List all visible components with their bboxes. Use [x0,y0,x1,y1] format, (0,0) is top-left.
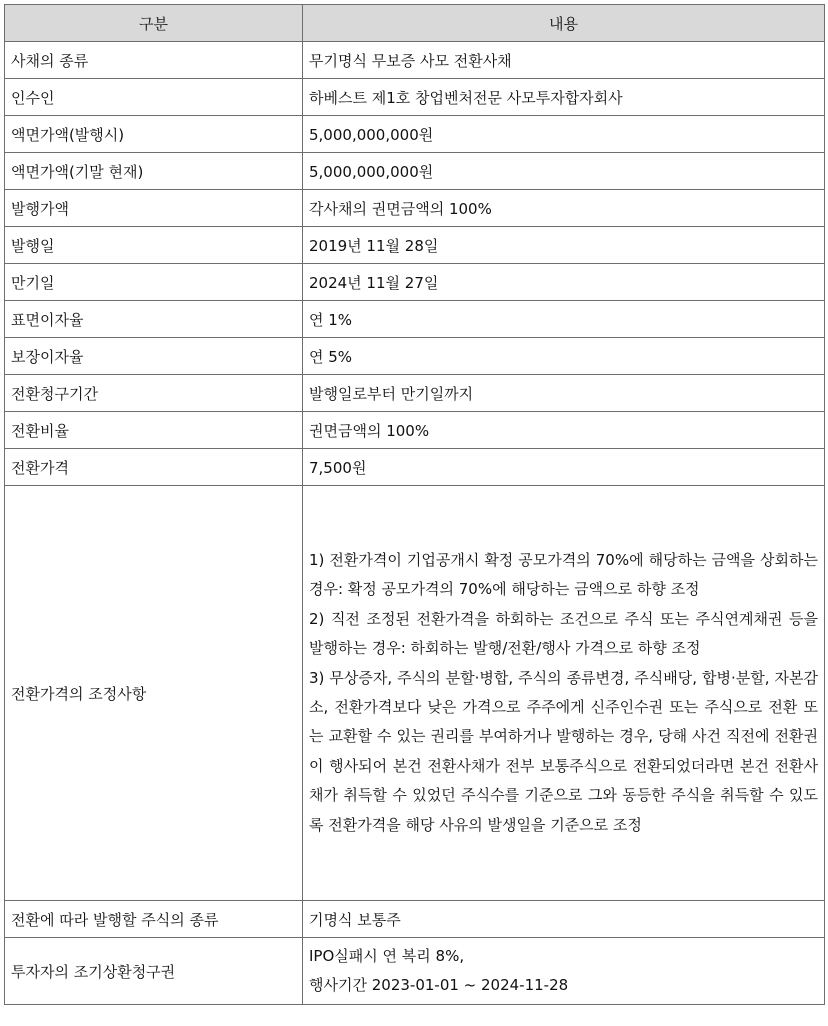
table-row [5,79,825,116]
header-category: 구분 [5,5,303,42]
table-row [5,227,825,264]
row-value: 각사채의 권면금액의 100% [303,190,825,227]
row-label: 투자자의 조기상환청구권 [5,938,303,1005]
bond-terms-table [4,4,825,1005]
row-value [303,486,825,901]
row-value: 권면금액의 100% [303,412,825,449]
table-row [5,264,825,301]
adjustment-item: 2) 직전 조정된 전환가격을 하회하는 조건으로 주식 또는 주식연계채권 등을 발행하는 경우: 하회하는 발행/전환/행사 가격으로 하향 조정 [309,609,818,658]
row-label: 표면이자율 [5,301,303,338]
table-row [5,338,825,375]
table-row [5,412,825,449]
row-value: 기명식 보통주 [303,901,825,938]
row-label: 발행일 [5,227,303,264]
row-value: 2019년 11월 28일 [303,227,825,264]
row-value: 연 1% [303,301,825,338]
table-row [5,190,825,227]
row-value: 2024년 11월 27일 [303,264,825,301]
table-row [5,938,825,1005]
row-label: 발행가액 [5,190,303,227]
table-header-row [5,5,825,42]
row-value: 발행일로부터 만기일까지 [303,375,825,412]
row-value: 무기명식 무보증 사모 전환사채 [303,42,825,79]
row-label: 전환청구기간 [5,375,303,412]
row-value: 7,500원 [303,449,825,486]
row-label: 사채의 종류 [5,42,303,79]
table-row [5,486,825,901]
bond-terms-table-container [4,4,825,1005]
row-label: 전환에 따라 발행할 주식의 종류 [5,901,303,938]
table-row [5,42,825,79]
adjustment-item: 1) 전환가격이 기업공개시 확정 공모가격의 70%에 해당하는 금액을 상회하는 경우: 확정 공모가격의 70%에 해당하는 금액으로 하향 조정 [309,550,818,599]
put-option-line: 행사기간 2023-01-01 ~ 2024-11-28 [309,976,569,994]
table-row [5,116,825,153]
row-label: 인수인 [5,79,303,116]
table-row [5,375,825,412]
table-row [5,301,825,338]
row-value: 연 5% [303,338,825,375]
row-value: 5,000,000,000원 [303,116,825,153]
header-content: 내용 [303,5,825,42]
row-label: 전환가격의 조정사항 [5,486,303,901]
adjustment-item: 3) 무상증자, 주식의 분할·병합, 주식의 종류변경, 주식배당, 합병·분할, 자본감소, 전환가격보다 낮은 가격으로 주주에게 신주인수권 또는 주식으로 전환 또는 교환할 수 있는 권리를 부여하거나 발행하는 경우, 당해 사건 직전에 전환권이 행사되어 본건 전환사채가 전부 보통주식으로 전환되었더라면 본건 전환사채가 취득할 수 있었던 주식수를 기준으로 그와 동등한 주식을 취득할 수 있도록 전환가격을 해당 사유의 발생일을 기준으로 조정 [309,668,818,834]
table-row [5,901,825,938]
put-option-line: IPO실패시 연 복리 8%, [309,947,465,965]
row-value [303,938,825,1005]
row-value: 5,000,000,000원 [303,153,825,190]
row-label: 보장이자율 [5,338,303,375]
table-row [5,153,825,190]
row-label: 액면가액(기말 현재) [5,153,303,190]
row-label: 전환가격 [5,449,303,486]
row-label: 액면가액(발행시) [5,116,303,153]
table-row [5,449,825,486]
row-label: 만기일 [5,264,303,301]
row-label: 전환비율 [5,412,303,449]
row-value: 하베스트 제1호 창업벤처전문 사모투자합자회사 [303,79,825,116]
